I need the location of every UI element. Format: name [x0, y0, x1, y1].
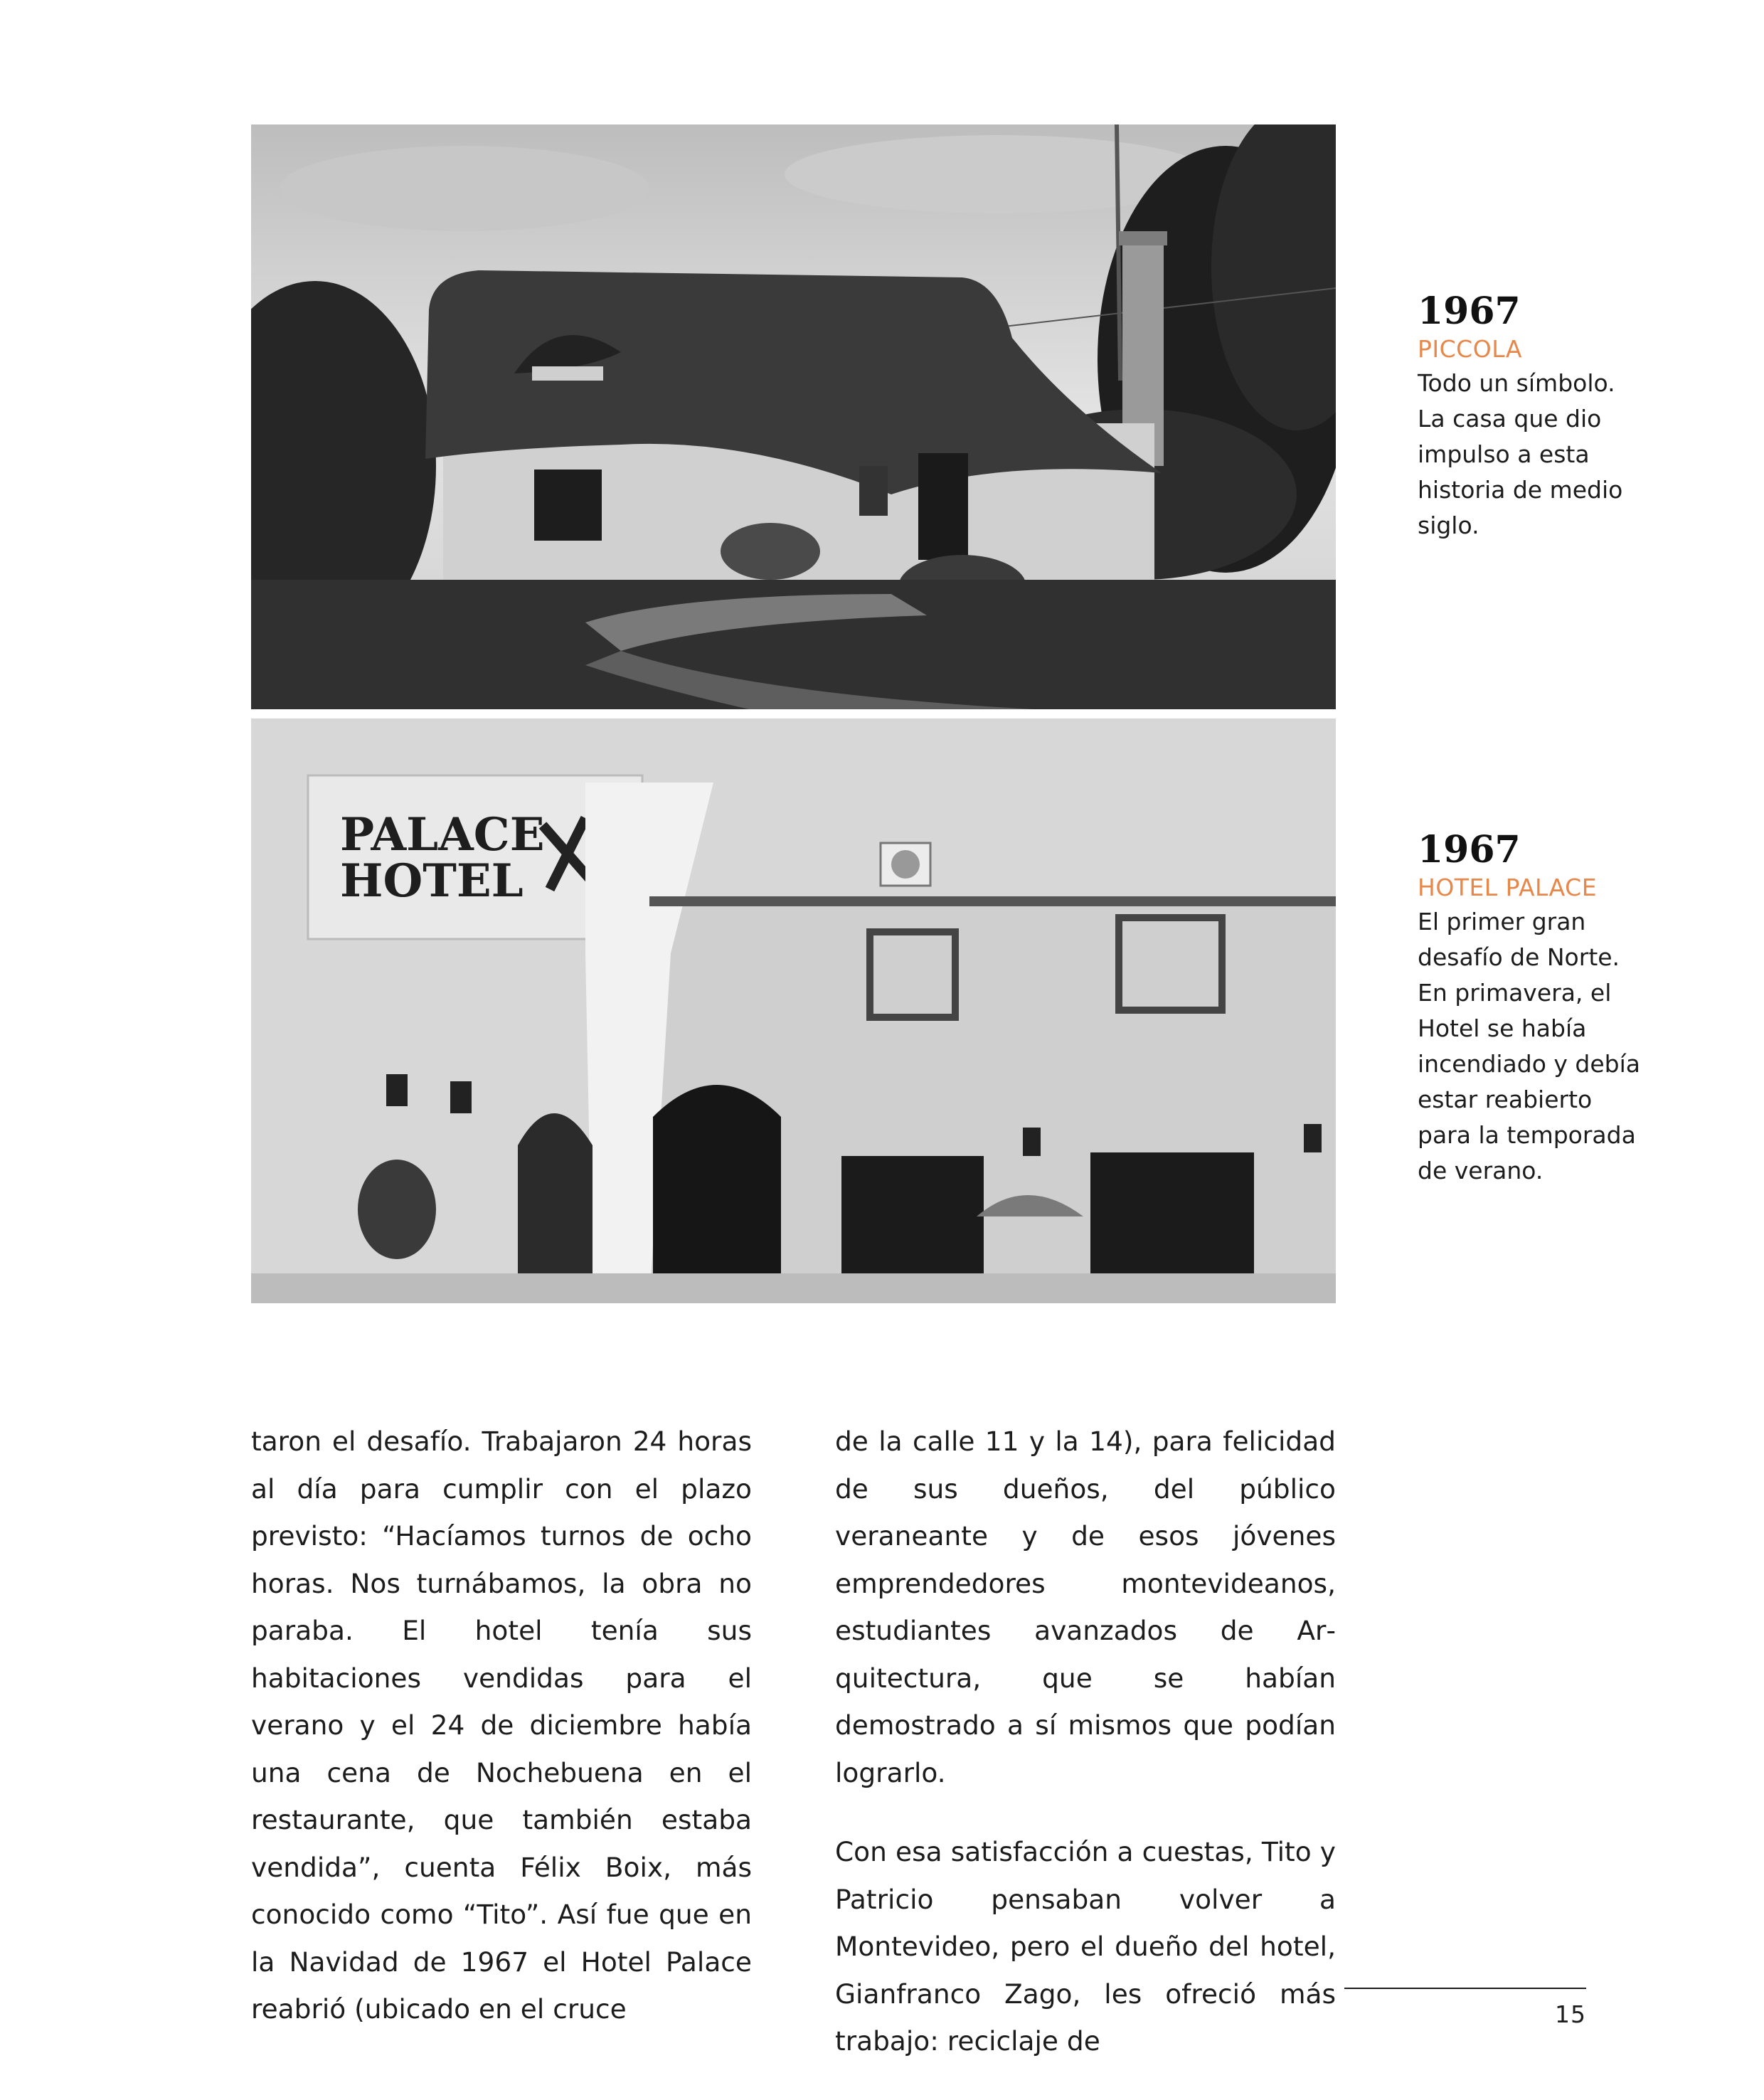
caption-year: 1967 — [1418, 290, 1521, 333]
sign-line-1: PALACE — [340, 808, 545, 861]
palace-hotel-image — [251, 718, 1336, 1303]
footer-rule — [1344, 1988, 1586, 1989]
caption-text — [1418, 366, 1674, 543]
caption-line: siglo. — [1418, 511, 1479, 539]
caption-hotel-palace — [1418, 829, 1674, 1189]
body-paragraph: de la calle 11 y la 14), para felicidad de sus dueños, del público veraneante y de esos jóvenes emprendedores montevideanos, estudiantes avanzados de Arquitectura, que se habían demostrado a sí mismos que podían lograrlo. — [835, 1426, 1336, 1788]
caption-line: de verano. — [1418, 1157, 1544, 1184]
caption-text — [1418, 904, 1674, 1189]
caption-line: La casa que dio — [1418, 405, 1602, 433]
body-column-left — [251, 1418, 752, 2033]
caption-line: Hotel se había — [1418, 1014, 1587, 1042]
piccola-house-image — [251, 124, 1336, 709]
sign-line-2: HOTEL — [340, 854, 524, 908]
page-number: 15 — [1555, 2000, 1586, 2028]
caption-year: 1967 — [1418, 828, 1521, 871]
caption-line: historia de medio — [1418, 476, 1623, 504]
caption-title: HOTEL PALACE — [1418, 874, 1598, 901]
body-paragraph: taron el desafío. Trabajaron 24 horas al día para cumplir con el plazo previsto: “Hacíamos turnos de ocho horas. Nos turnábamos, la obra no paraba. El hotel tenía sus habitaciones vendidas para el verano y el 24 de diciembre había una cena de Nochebuena en el restaurante, que también estaba vendida”, cuenta Félix Boix, más conocido como “Tito”. Así fue que en la Navidad de 1967 el Hotel Palace reabrió (ubicado en el cruce — [251, 1426, 752, 2025]
caption-line: En primavera, el — [1418, 979, 1612, 1007]
caption-piccola — [1418, 290, 1674, 543]
caption-line: estar reabierto — [1418, 1086, 1593, 1113]
caption-line: impulso a esta — [1418, 440, 1590, 468]
photo-piccola — [251, 124, 1336, 709]
body-column-right — [835, 1418, 1336, 2065]
body-paragraph: Con esa satisfacción a cuestas, Tito y Patricio pensaban volver a Montevideo, pero el dueño del hotel, Gianfranco Zago, les ofreció más trabajo: reciclaje de — [835, 1836, 1336, 2057]
caption-line: desafío de Norte. — [1418, 943, 1620, 971]
caption-line: Todo un símbolo. — [1418, 369, 1615, 397]
caption-line: para la temporada — [1418, 1121, 1636, 1149]
caption-line: El primer gran — [1418, 908, 1586, 935]
photo-palace-hotel — [251, 718, 1336, 1303]
caption-title: PICCOLA — [1418, 335, 1522, 363]
caption-line: incendiado y debía — [1418, 1050, 1641, 1078]
